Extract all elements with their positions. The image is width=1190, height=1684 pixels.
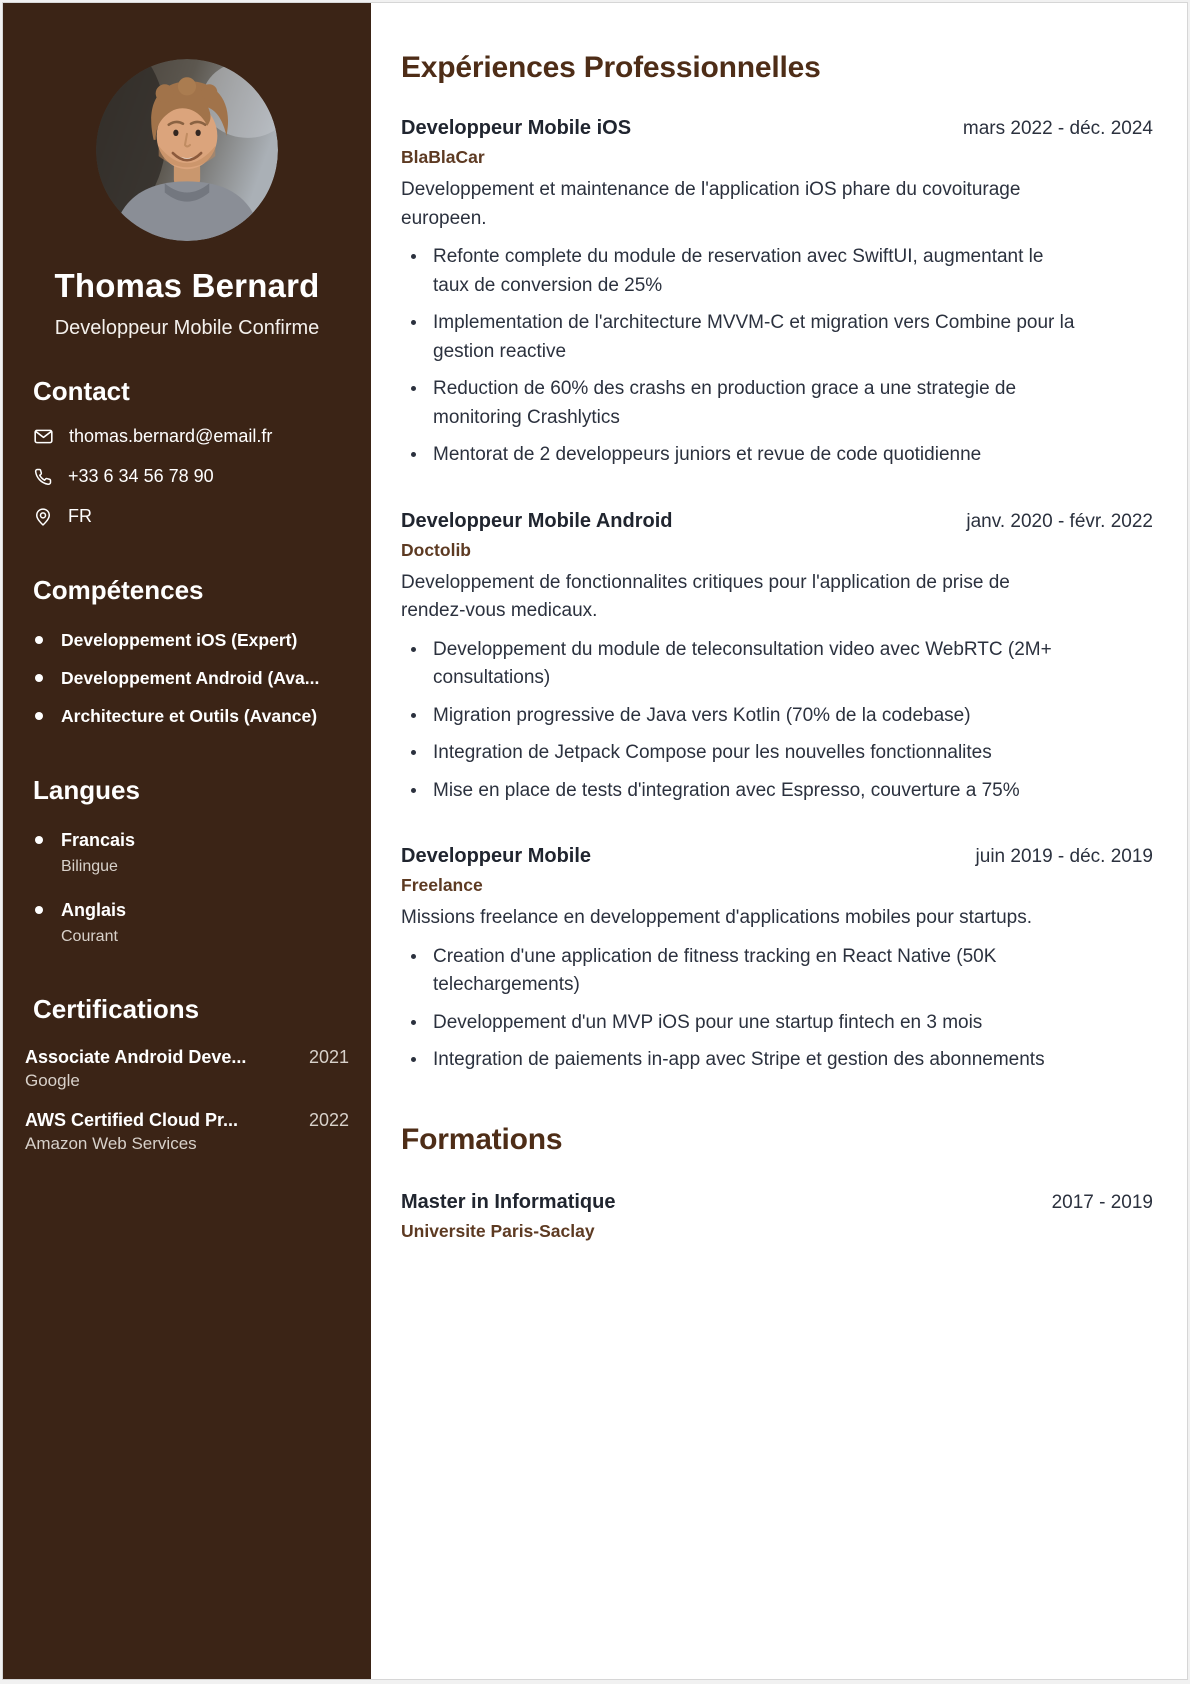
job-entry	[401, 117, 1153, 470]
job-bullet-item: Mentorat de 2 developpeurs juniors et revue de code quotidienne	[401, 441, 1077, 470]
certification-item	[25, 1110, 349, 1154]
job-company: BlaBlaCar	[401, 147, 485, 167]
job-bullet-item: Creation d'une application de fitness tracking en React Native (50K telechargements)	[401, 943, 1077, 1000]
contact-phone-row	[33, 466, 349, 487]
languages-list	[25, 830, 349, 946]
certifications-section	[25, 994, 349, 1154]
main-content	[371, 3, 1187, 1679]
skills-list	[25, 630, 349, 727]
job-entry	[401, 845, 1153, 1075]
job-bullet-item: Migration progressive de Java vers Kotlin (70% de la codebase)	[401, 702, 1077, 731]
certification-year: 2022	[308, 1110, 349, 1130]
contact-section	[25, 376, 349, 527]
language-name: Anglais	[61, 900, 127, 920]
profile-role: Developpeur Mobile Confirme	[54, 317, 320, 339]
job-bullet-item: Mise en place de tests d'integration avec Espresso, couverture a 75%	[401, 777, 1077, 806]
language-item	[33, 900, 349, 946]
certification-header	[25, 1110, 349, 1131]
job-entry	[401, 510, 1153, 806]
job-company: Freelance	[401, 875, 483, 895]
job-title: Developpeur Mobile Android	[401, 509, 673, 532]
job-bullet-item: Developpement d'un MVP iOS pour une startup fintech en 3 mois	[401, 1009, 1077, 1038]
job-description: Developpement et maintenance de l'application iOS phare du covoiturage europeen.	[401, 179, 1021, 229]
jobs-list	[401, 117, 1153, 1075]
job-description: Missions freelance en developpement d'applications mobiles pour startups.	[401, 907, 1032, 928]
job-bullet-item: Integration de paiements in-app avec Stripe et gestion des abonnements	[401, 1046, 1077, 1075]
job-bullets	[401, 636, 1153, 806]
certifications-heading: Certifications	[33, 994, 200, 1024]
job-bullet-item: Refonte complete du module de reservation avec SwiftUI, augmentant le taux de conversion de 25%	[401, 243, 1077, 300]
job-dates: janv. 2020 - févr. 2022	[966, 510, 1153, 532]
education-degree: Master in Informatique	[401, 1190, 616, 1213]
job-bullet-item: Implementation de l'architecture MVVM-C et migration vers Combine pour la gestion reactive	[401, 309, 1077, 366]
certification-header	[25, 1047, 349, 1068]
job-description: Developpement de fonctionnalites critiques pour l'application de prise de rendez-vous medicaux.	[401, 571, 1010, 621]
contact-rows	[25, 426, 349, 527]
job-header	[401, 845, 1153, 868]
education-section-title: Formations	[401, 1122, 563, 1156]
email-icon	[33, 426, 54, 447]
profile-photo-illustration	[96, 59, 278, 241]
job-dates: mars 2022 - déc. 2024	[962, 118, 1153, 139]
contact-phone-value: +33 6 34 56 78 90	[68, 466, 214, 486]
profile-photo	[96, 59, 278, 241]
location-icon	[33, 507, 53, 527]
job-bullet-item: Integration de Jetpack Compose pour les nouvelles fonctionnalites	[401, 739, 1077, 768]
job-title: Developpeur Mobile	[401, 845, 592, 867]
language-level: Bilingue	[61, 858, 118, 875]
certification-issuer: Google	[25, 1071, 80, 1090]
education-dates: 2017 - 2019	[1051, 1191, 1153, 1213]
certification-name: AWS Certified Cloud Pr...	[25, 1110, 239, 1130]
job-header	[401, 117, 1153, 140]
job-header	[401, 510, 1153, 533]
language-item	[33, 830, 349, 876]
languages-heading: Langues	[33, 775, 140, 805]
profile-name: Thomas Bernard	[54, 267, 320, 304]
resume-page	[2, 2, 1188, 1680]
job-dates: juin 2019 - déc. 2019	[975, 846, 1153, 867]
education-school: Universite Paris-Saclay	[401, 1220, 595, 1241]
experience-section-title: Expériences Professionnelles	[401, 51, 821, 84]
contact-email-row	[33, 426, 349, 447]
certification-name: Associate Android Deve...	[25, 1047, 247, 1067]
sidebar	[3, 3, 371, 1679]
skills-heading: Compétences	[33, 575, 204, 605]
job-bullet-item: Reduction de 60% des crashs en production grace a une strategie de monitoring Crashlytics	[401, 375, 1077, 432]
education-list	[401, 1191, 1153, 1242]
certifications-list	[25, 1047, 349, 1154]
languages-section	[25, 775, 349, 946]
phone-icon	[33, 467, 53, 487]
job-bullet-item: Developpement du module de teleconsultation video avec WebRTC (2M+ consultations)	[401, 636, 1077, 693]
contact-email-value: thomas.bernard@email.fr	[69, 426, 273, 446]
contact-heading: Contact	[33, 376, 130, 406]
skill-item: Architecture et Outils (Avance)	[33, 706, 349, 727]
education-entry	[401, 1191, 1153, 1242]
contact-location-row	[33, 506, 349, 527]
education-header	[401, 1191, 1153, 1214]
skill-item: Developpement Android (Ava...	[33, 668, 349, 689]
language-level: Courant	[61, 928, 118, 945]
certification-item	[25, 1047, 349, 1091]
job-company: Doctolib	[401, 539, 471, 560]
certification-year: 2021	[308, 1047, 349, 1067]
skills-section	[25, 575, 349, 727]
education-section	[401, 1123, 1153, 1242]
certification-issuer: Amazon Web Services	[25, 1134, 197, 1153]
skill-item: Developpement iOS (Expert)	[33, 630, 349, 651]
job-bullets	[401, 243, 1153, 470]
job-bullets	[401, 943, 1153, 1075]
job-title: Developpeur Mobile iOS	[401, 117, 632, 139]
language-name: Francais	[61, 830, 136, 850]
contact-location-value: FR	[68, 506, 92, 526]
